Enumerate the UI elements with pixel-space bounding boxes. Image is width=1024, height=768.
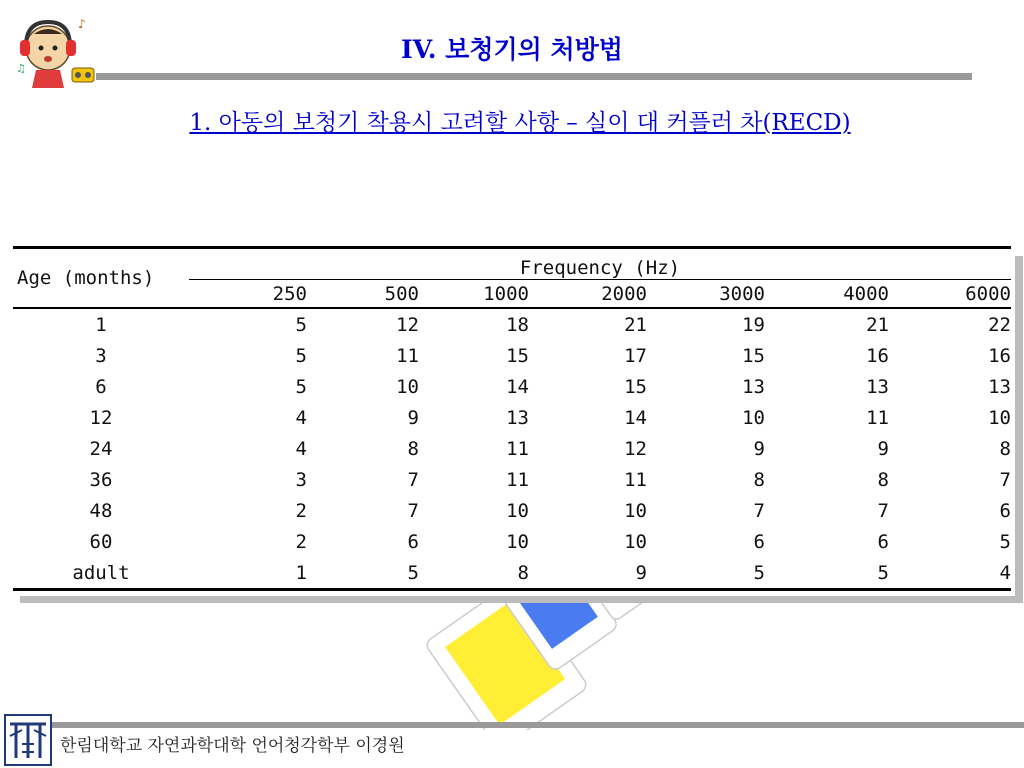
recd-value-cell: 11 — [396, 344, 419, 367]
recd-value-cell: 7 — [877, 499, 889, 522]
recd-value-cell: 8 — [419, 557, 529, 590]
recd-value-cell: 5 — [307, 557, 419, 590]
table-row — [13, 495, 1011, 526]
recd-value-cell: 16 — [988, 344, 1011, 367]
age-cell: 24 — [89, 437, 113, 460]
recd-value-cell: 12 — [624, 437, 647, 460]
recd-value-cell: 8 — [753, 468, 765, 491]
table-row — [13, 433, 1011, 464]
recd-value-cell: 10 — [988, 406, 1011, 429]
recd-value-cell: 9 — [877, 437, 889, 460]
age-cell: adult — [13, 557, 189, 590]
freq-2000: 2000 — [529, 280, 647, 309]
age-cell: 36 — [89, 468, 113, 491]
recd-value-cell: 4 — [889, 557, 1011, 590]
age-cell: 1 — [95, 313, 107, 336]
recd-value-cell: 10 — [506, 530, 529, 553]
recd-value-cell: 5 — [295, 313, 307, 336]
recd-table-panel — [11, 246, 1015, 596]
recd-value-cell: 6 — [407, 530, 419, 553]
recd-value-cell: 4 — [295, 406, 307, 429]
table-body — [13, 309, 1011, 590]
university-logo-icon — [4, 714, 52, 766]
recd-value-cell: 22 — [988, 313, 1011, 336]
recd-value-cell: 13 — [506, 406, 529, 429]
recd-value-cell: 15 — [742, 344, 765, 367]
recd-value-cell: 11 — [506, 468, 529, 491]
recd-value-cell: 5 — [295, 344, 307, 367]
recd-value-cell: 11 — [866, 406, 889, 429]
recd-value-cell: 12 — [396, 313, 419, 336]
frequency-header: Frequency (Hz) — [189, 248, 1011, 280]
freq-4000: 4000 — [765, 280, 889, 309]
table-row — [13, 371, 1011, 402]
freq-6000: 6000 — [889, 280, 1011, 309]
recd-value-cell: 10 — [396, 375, 419, 398]
svg-text:♫: ♫ — [16, 62, 26, 75]
recd-value-cell: 6 — [877, 530, 889, 553]
recd-value-cell: 15 — [506, 344, 529, 367]
table-row — [13, 340, 1011, 371]
age-cell: 48 — [89, 499, 113, 522]
table-row — [13, 309, 1011, 340]
age-cell: 12 — [89, 406, 113, 429]
recd-value-cell: 8 — [877, 468, 889, 491]
recd-value-cell: 1 — [189, 557, 307, 590]
recd-value-cell: 13 — [988, 375, 1011, 398]
table-row — [13, 557, 1011, 590]
recd-value-cell: 4 — [295, 437, 307, 460]
recd-value-cell: 9 — [753, 437, 765, 460]
recd-value-cell: 19 — [742, 313, 765, 336]
freq-1000: 1000 — [419, 280, 529, 309]
recd-value-cell: 11 — [624, 468, 647, 491]
recd-value-cell: 17 — [624, 344, 647, 367]
freq-3000: 3000 — [647, 280, 765, 309]
recd-value-cell: 21 — [624, 313, 647, 336]
recd-value-cell: 8 — [999, 437, 1011, 460]
recd-value-cell: 21 — [866, 313, 889, 336]
recd-value-cell: 5 — [999, 530, 1011, 553]
slide-title: IV. 보청기의 처방법 — [401, 35, 623, 64]
recd-value-cell: 10 — [624, 530, 647, 553]
recd-value-cell: 7 — [999, 468, 1011, 491]
recd-value-cell: 11 — [506, 437, 529, 460]
age-cell: 6 — [95, 375, 107, 398]
recd-value-cell: 7 — [407, 499, 419, 522]
recd-value-cell: 7 — [407, 468, 419, 491]
age-cell: 60 — [89, 530, 113, 553]
recd-value-cell: 2 — [295, 499, 307, 522]
title-divider — [96, 73, 972, 80]
slide-subtitle: 1. 아동의 보청기 착용시 고려할 사항 – 실이 대 커플러 차(RECD) — [189, 110, 851, 136]
recd-value-cell: 13 — [742, 375, 765, 398]
age-cell: 3 — [95, 344, 107, 367]
recd-value-cell: 18 — [506, 313, 529, 336]
freq-250: 250 — [189, 280, 307, 309]
recd-value-cell: 5 — [295, 375, 307, 398]
recd-value-cell: 6 — [753, 530, 765, 553]
recd-value-cell: 10 — [742, 406, 765, 429]
recd-value-cell: 10 — [506, 499, 529, 522]
recd-value-cell: 10 — [624, 499, 647, 522]
recd-value-cell: 3 — [295, 468, 307, 491]
recd-value-cell: 13 — [866, 375, 889, 398]
recd-value-cell: 14 — [624, 406, 647, 429]
footer-credit: 한림대학교 자연과학대학 언어청각학부 이경원 — [60, 736, 405, 756]
recd-value-cell: 9 — [407, 406, 419, 429]
table-row — [13, 402, 1011, 433]
recd-value-cell: 8 — [407, 437, 419, 460]
recd-value-cell: 5 — [647, 557, 765, 590]
recd-value-cell: 5 — [765, 557, 889, 590]
svg-text:♪: ♪ — [78, 17, 86, 31]
footer-divider — [52, 722, 1024, 728]
recd-value-cell: 16 — [866, 344, 889, 367]
freq-500: 500 — [307, 280, 419, 309]
recd-value-cell: 9 — [529, 557, 647, 590]
recd-value-cell: 6 — [999, 499, 1011, 522]
recd-table — [13, 246, 1011, 591]
recd-value-cell: 2 — [295, 530, 307, 553]
recd-value-cell: 14 — [506, 375, 529, 398]
recd-value-cell: 15 — [624, 375, 647, 398]
age-column-header: Age (months) — [13, 248, 189, 309]
recd-value-cell: 7 — [753, 499, 765, 522]
table-row — [13, 464, 1011, 495]
table-row — [13, 526, 1011, 557]
